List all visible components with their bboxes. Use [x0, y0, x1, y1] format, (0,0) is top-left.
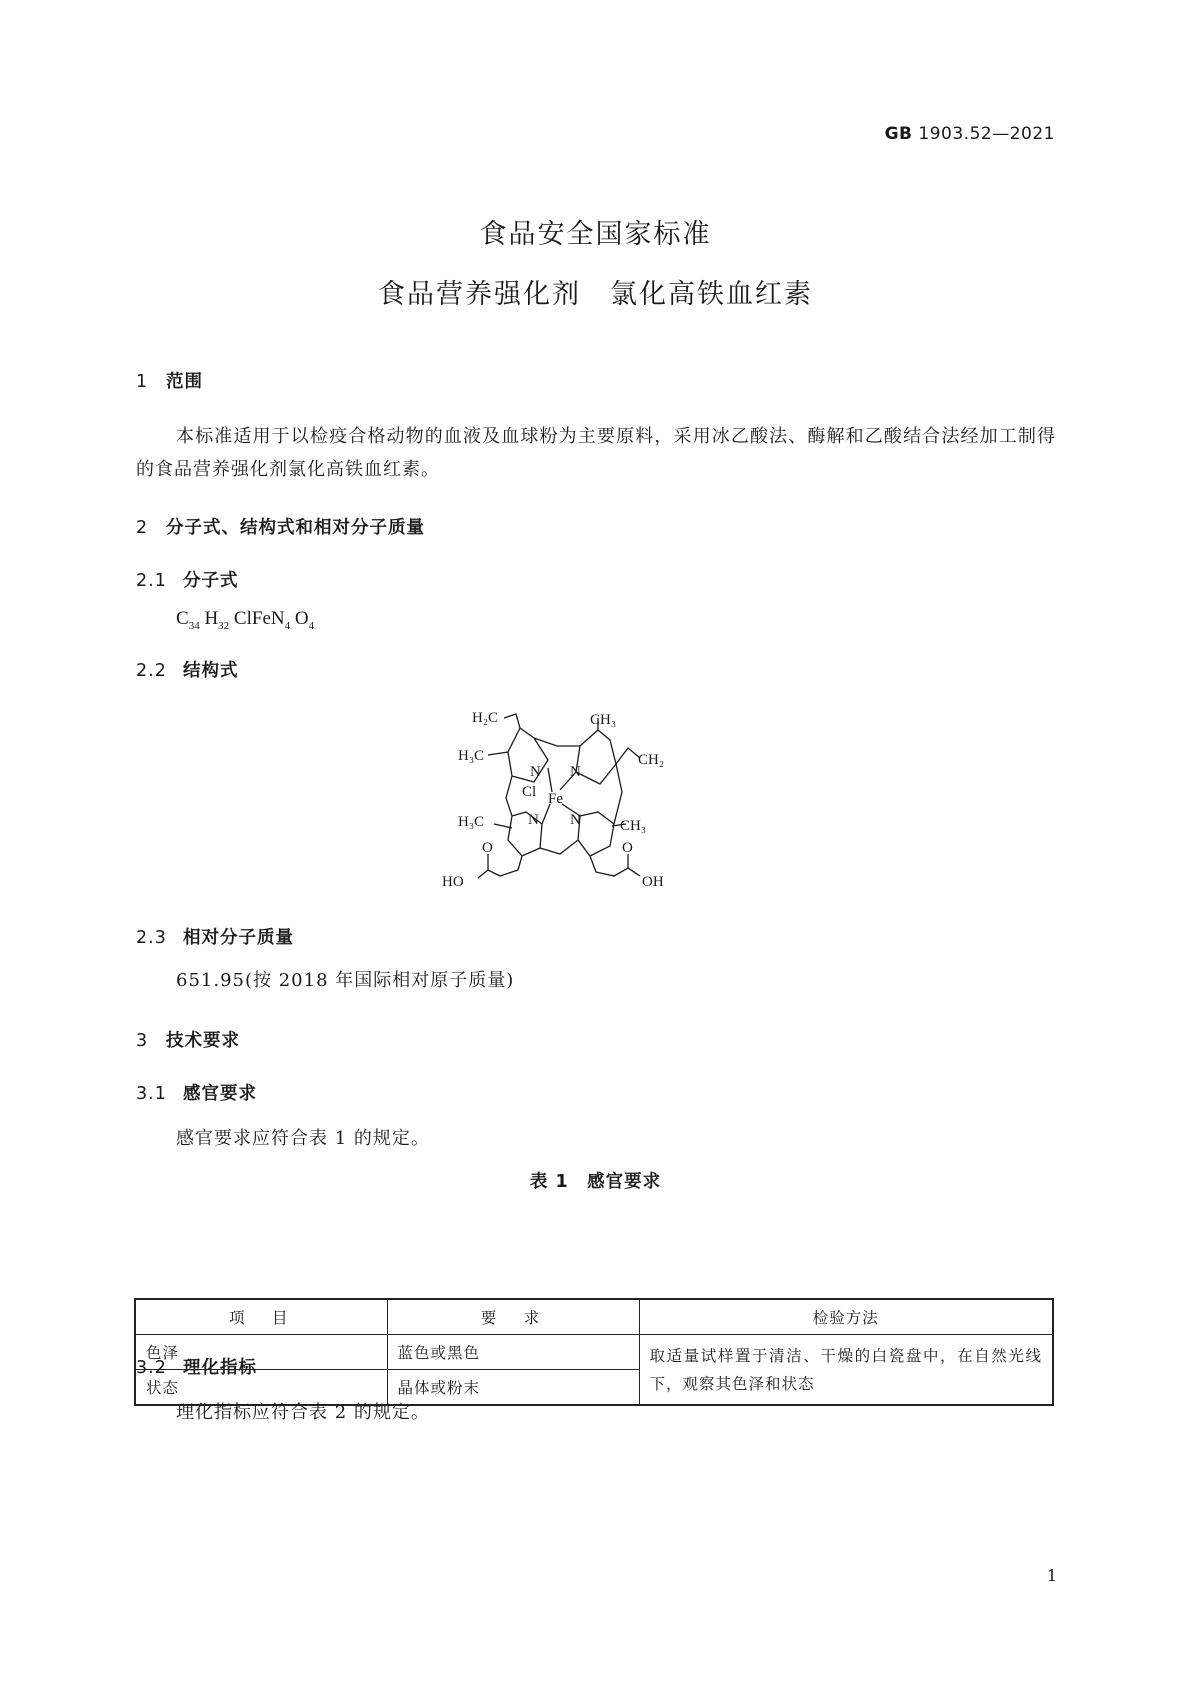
- standard-code: GB 1903.52—2021: [884, 124, 1055, 144]
- label-n3: N: [528, 812, 539, 828]
- section-3-2-body: 理化指标应符合表 2 的规定。: [176, 1402, 430, 1423]
- page-number: 1: [1046, 1566, 1057, 1585]
- cell-req: 蓝色或黑色: [387, 1335, 639, 1370]
- sensory-table: [134, 1298, 1054, 1406]
- col-header-item: 项 目: [135, 1299, 387, 1335]
- label-cl: Cl: [522, 784, 537, 800]
- label-fe: Fe: [548, 791, 563, 807]
- molecular-formula: $C_{34}$ $H_{32}$ ClFeN$_4$ $O_4$: [176, 608, 315, 632]
- label-n1: N: [530, 764, 541, 780]
- table-row: [135, 1335, 1053, 1370]
- label-h3c-left: H₃C: [458, 748, 485, 764]
- col-header-req: 要 求: [387, 1299, 639, 1335]
- section-3-1-body: 感官要求应符合表 1 的规定。: [176, 1128, 430, 1149]
- section-2-3-heading: 2.3 相对分子质量: [136, 928, 294, 948]
- label-n2: N: [570, 764, 581, 780]
- label-oh: OH: [642, 874, 664, 890]
- structural-formula: [430, 700, 690, 900]
- label-h2c-left: H₂C: [472, 710, 499, 726]
- label-o-right: O: [622, 840, 633, 856]
- section-2-1-heading: 2.1 分子式: [136, 571, 239, 591]
- label-ch2-right: CH₂: [638, 752, 665, 768]
- section-2-heading: 2 分子式、结构式和相对分子质量: [136, 518, 425, 538]
- section-3-heading: 3 技术要求: [136, 1031, 240, 1051]
- section-2-2-heading: 2.2 结构式: [136, 661, 239, 681]
- label-ho: HO: [442, 874, 464, 890]
- doc-title: 食品安全国家标准: [479, 219, 712, 250]
- cell-req: 晶体或粉末: [387, 1370, 639, 1406]
- col-header-method: 检验方法: [639, 1299, 1053, 1335]
- cell-item: 色泽: [135, 1335, 387, 1370]
- section-1-heading: 1 范围: [136, 372, 203, 392]
- label-n4: N: [570, 812, 581, 828]
- cell-item: 状态: [135, 1370, 387, 1406]
- cell-method: 取适量试样置于清洁、干燥的白瓷盘中，在自然光线下，观察其色泽和状态: [639, 1335, 1053, 1406]
- section-3-2-heading: 3.2 理化指标: [136, 1358, 257, 1378]
- label-ch3-top: CH₃: [590, 712, 617, 728]
- table-header-row: [135, 1299, 1053, 1335]
- doc-subtitle: 食品营养强化剂 氯化高铁血红素: [378, 279, 813, 310]
- molecular-mass: 651.95(按 2018 年国际相对原子质量): [176, 970, 515, 991]
- label-o-left: O: [482, 840, 493, 856]
- label-ch3-bottom: CH₃: [620, 818, 647, 834]
- table-1-caption: 表 1 感官要求: [529, 1172, 662, 1192]
- section-1-body: 本标准适用于以检疫合格动物的血液及血球粉为主要原料，采用冰乙酸法、酶解和乙酸结合法经加工制得的食品营养强化剂氯化高铁血红素。: [136, 426, 1056, 480]
- section-3-1-heading: 3.1 感官要求: [136, 1084, 257, 1104]
- label-h3c-bottom: H₃C: [458, 814, 485, 830]
